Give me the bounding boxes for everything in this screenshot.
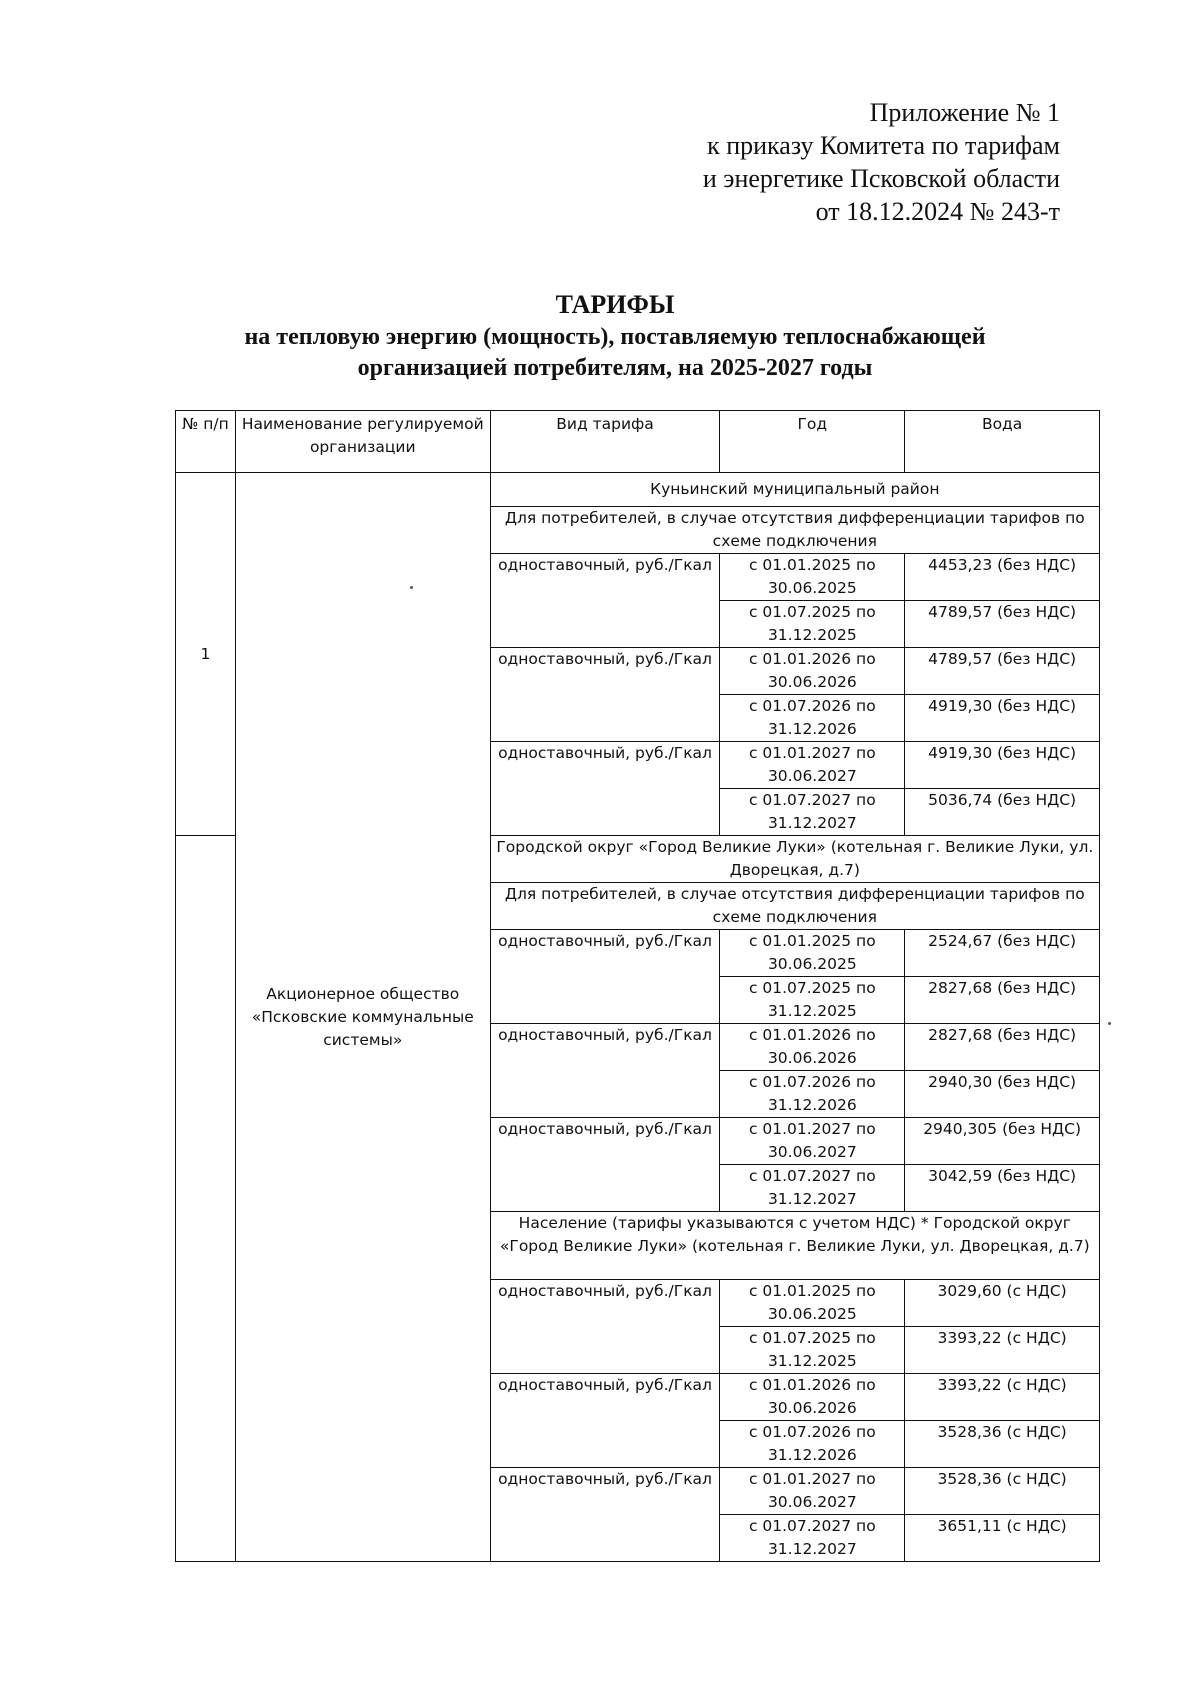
period-cell: с 01.01.2025 по 30.06.2025 <box>720 1280 905 1327</box>
population-heading: Население (тарифы указываются с учетом НДС) * Городской округ «Город Великие Луки» (котельная г. Великие Луки, ул. Дворецкая, д.7) <box>490 1212 1099 1280</box>
tariff-type: одноставочный, руб./Гкал <box>490 1374 720 1468</box>
region-heading: Городской округ «Город Великие Луки» (котельная г. Великие Луки, ул. Дворецкая, д.7) <box>490 836 1099 883</box>
document-title <box>150 288 1080 384</box>
period-cell: с 01.01.2027 по 30.06.2027 <box>720 742 905 789</box>
table-header-row <box>176 411 1100 473</box>
appendix-line: от 18.12.2024 № 243-т <box>815 197 1060 226</box>
tariff-value: 5036,74 (без НДС) <box>905 789 1100 836</box>
tariff-value: 3528,36 (с НДС) <box>905 1468 1100 1515</box>
tariff-type: одноставочный, руб./Гкал <box>490 554 720 648</box>
tariff-value: 4919,30 (без НДС) <box>905 695 1100 742</box>
table-row <box>176 473 1100 507</box>
tariff-value: 3528,36 (с НДС) <box>905 1421 1100 1468</box>
appendix-line: и энергетике Псковской области <box>702 164 1060 193</box>
consumer-heading: Для потребителей, в случае отсутствия дифференциации тарифов по схеме подключения <box>490 883 1099 930</box>
tariff-type: одноставочный, руб./Гкал <box>490 1280 720 1374</box>
tariff-type: одноставочный, руб./Гкал <box>490 1468 720 1562</box>
header-water: Вода <box>905 411 1100 473</box>
period-cell: с 01.01.2027 по 30.06.2027 <box>720 1118 905 1165</box>
tariff-type: одноставочный, руб./Гкал <box>490 1024 720 1118</box>
period-cell: с 01.01.2026 по 30.06.2026 <box>720 648 905 695</box>
tariff-value: 4789,57 (без НДС) <box>905 601 1100 648</box>
tariff-value: 2940,305 (без НДС) <box>905 1118 1100 1165</box>
appendix-line: Приложение № 1 <box>869 98 1060 127</box>
consumer-heading: Для потребителей, в случае отсутствия дифференциации тарифов по схеме подключения <box>490 507 1099 554</box>
title-main: ТАРИФЫ <box>555 290 675 319</box>
period-cell: с 01.07.2027 по 31.12.2027 <box>720 789 905 836</box>
row-number-empty <box>176 836 236 1562</box>
period-cell: с 01.07.2025 по 31.12.2025 <box>720 977 905 1024</box>
appendix-line: к приказу Комитета по тарифам <box>707 131 1060 160</box>
period-cell: с 01.07.2025 по 31.12.2025 <box>720 1327 905 1374</box>
tariff-type: одноставочный, руб./Гкал <box>490 930 720 1024</box>
tariff-value: 3393,22 (с НДС) <box>905 1327 1100 1374</box>
period-cell: с 01.01.2027 по 30.06.2027 <box>720 1468 905 1515</box>
tariff-type: одноставочный, руб./Гкал <box>490 1118 720 1212</box>
period-cell: с 01.07.2027 по 31.12.2027 <box>720 1165 905 1212</box>
tariff-value: 3393,22 (с НДС) <box>905 1374 1100 1421</box>
period-cell: с 01.01.2026 по 30.06.2026 <box>720 1024 905 1071</box>
period-cell: с 01.07.2027 по 31.12.2027 <box>720 1515 905 1562</box>
tariff-value: 2524,67 (без НДС) <box>905 930 1100 977</box>
scan-dot <box>1108 1022 1111 1025</box>
tariff-value: 4789,57 (без НДС) <box>905 648 1100 695</box>
appendix-block <box>640 96 1060 228</box>
tariff-value: 3651,11 (с НДС) <box>905 1515 1100 1562</box>
header-year: Год <box>720 411 905 473</box>
row-number: 1 <box>176 473 236 836</box>
tariff-value: 3042,59 (без НДС) <box>905 1165 1100 1212</box>
period-cell: с 01.07.2025 по 31.12.2025 <box>720 601 905 648</box>
tariff-value: 2940,30 (без НДС) <box>905 1071 1100 1118</box>
header-org: Наименование регулируемой организации <box>235 411 490 473</box>
period-cell: с 01.07.2026 по 31.12.2026 <box>720 695 905 742</box>
header-type: Вид тарифа <box>490 411 720 473</box>
title-subtitle: организацией потребителям, на 2025-2027 годы <box>357 355 873 381</box>
tariff-type: одноставочный, руб./Гкал <box>490 742 720 836</box>
tariff-value: 2827,68 (без НДС) <box>905 977 1100 1024</box>
header-num: № п/п <box>176 411 236 473</box>
scan-dot <box>410 586 413 589</box>
tariff-value: 4453,23 (без НДС) <box>905 554 1100 601</box>
organization-name: Акционерное общество «Псковские коммунальные системы» <box>235 473 490 1562</box>
period-cell: с 01.01.2025 по 30.06.2025 <box>720 554 905 601</box>
period-cell: с 01.07.2026 по 31.12.2026 <box>720 1421 905 1468</box>
tariff-value: 2827,68 (без НДС) <box>905 1024 1100 1071</box>
title-subtitle: на тепловую энергию (мощность), поставляемую теплоснабжающей <box>244 324 986 350</box>
region-heading: Куньинский муниципальный район <box>490 473 1099 507</box>
tariff-value: 3029,60 (с НДС) <box>905 1280 1100 1327</box>
period-cell: с 01.01.2025 по 30.06.2025 <box>720 930 905 977</box>
period-cell: с 01.07.2026 по 31.12.2026 <box>720 1071 905 1118</box>
tariff-table <box>175 410 1100 1562</box>
tariff-type: одноставочный, руб./Гкал <box>490 648 720 742</box>
tariff-value: 4919,30 (без НДС) <box>905 742 1100 789</box>
period-cell: с 01.01.2026 по 30.06.2026 <box>720 1374 905 1421</box>
